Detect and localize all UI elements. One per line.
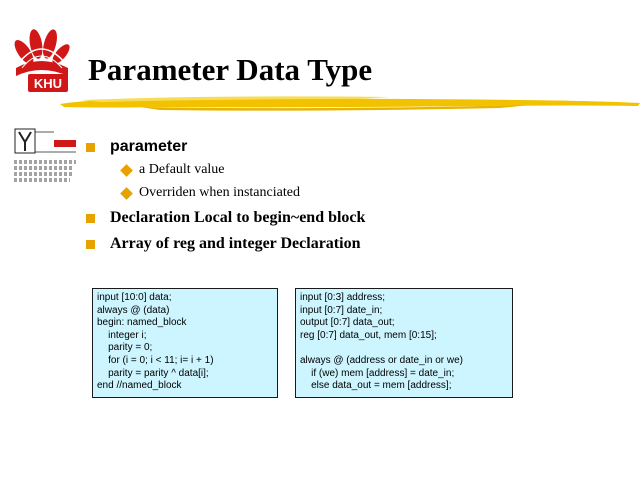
code-line: else data_out = mem [address]; — [300, 380, 452, 392]
code-line: output [0:7] data_out; — [300, 317, 395, 329]
code-line: input [0:7] date_in; — [300, 304, 383, 316]
bullet-text: Overriden when instanciated — [139, 185, 300, 200]
code-line: input [0:3] address; — [300, 292, 386, 303]
title-underline-brush — [60, 90, 640, 112]
diamond-bullet-icon — [120, 187, 133, 200]
khu-logo — [6, 24, 76, 94]
code-line: begin: named_block — [97, 317, 187, 329]
square-bullet-icon — [86, 240, 95, 249]
code-line: if (we) mem [address] = date_in; — [300, 367, 455, 379]
diamond-bullet-icon — [120, 164, 133, 177]
code-line: always @ (data) — [97, 304, 170, 316]
bullet-text: Array of reg and integer Declaration — [110, 235, 361, 252]
code-line: integer i; — [97, 329, 147, 341]
code-box-left — [92, 288, 278, 398]
code-line: reg [0:7] data_out, mem [0:15]; — [300, 329, 437, 341]
slide-title: Parameter Data Type — [88, 52, 373, 87]
square-bullet-icon — [86, 214, 95, 223]
code-line: end //named_block — [97, 380, 182, 392]
side-logo — [14, 128, 78, 186]
code-line — [300, 342, 508, 355]
logo-text: KHU — [33, 76, 63, 91]
square-bullet-icon — [86, 143, 95, 152]
code-line: input [10:0] data; — [97, 292, 172, 303]
bullet-text: Declaration Local to begin~end block — [110, 209, 366, 226]
code-line: always @ (address or date_in or we) — [300, 354, 463, 366]
code-line: parity = parity ^ data[i]; — [97, 367, 209, 379]
bullet-text: parameter — [110, 138, 188, 155]
side-logo-mark — [14, 128, 78, 158]
bullet-text: a Default value — [139, 162, 225, 177]
code-line: parity = 0; — [97, 342, 153, 354]
code-box-right — [295, 288, 513, 398]
code-line: for (i = 0; i < 11; i= i + 1) — [97, 354, 214, 366]
